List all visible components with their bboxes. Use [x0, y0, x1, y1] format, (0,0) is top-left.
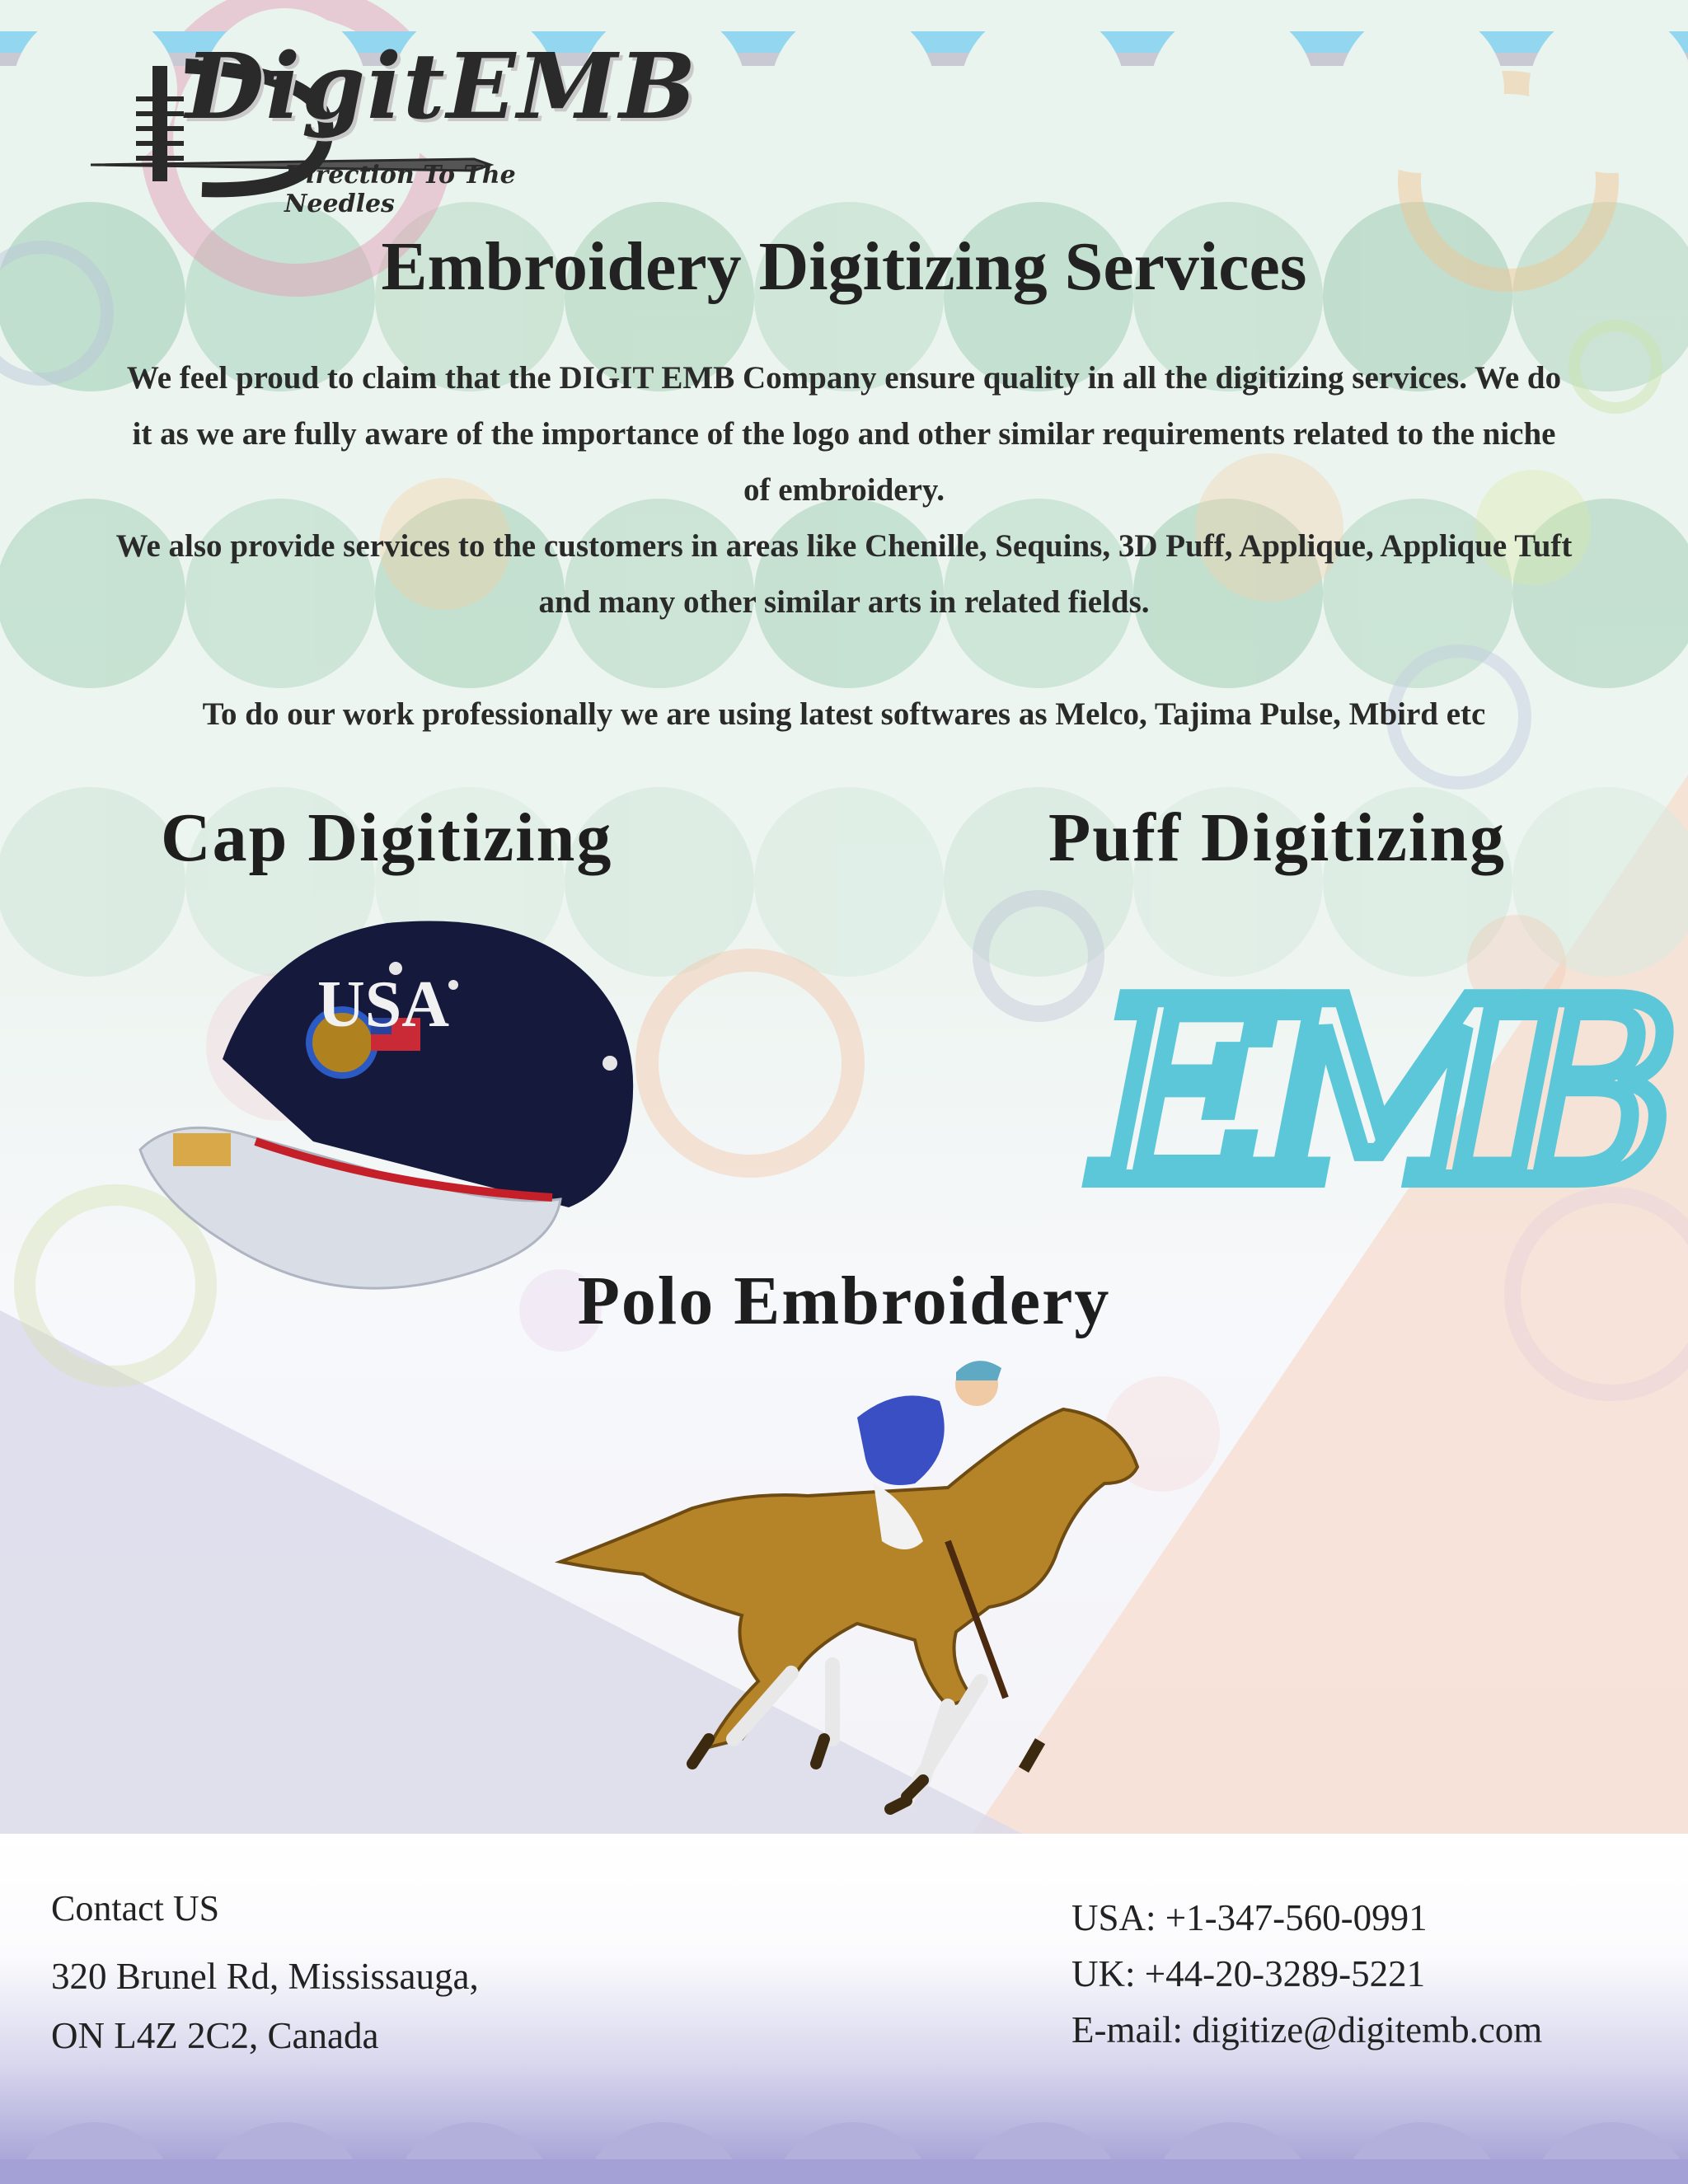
contact-details	[1071, 1890, 1542, 2058]
cap-digitizing-heading: Cap Digitizing	[161, 799, 613, 876]
intro-text	[115, 350, 1573, 743]
cap-image	[124, 894, 668, 1298]
puff-emb-text: EMB	[1096, 949, 1662, 1237]
cap-usa-text: USA	[317, 968, 450, 1041]
intro-paragraph-3: To do our work professionally we are using latest softwares as Melco, Tajima Pulse, Mbird etc	[202, 696, 1486, 732]
intro-paragraph-1: We feel proud to claim that the DIGIT EMB Company ensure quality in all the digitizing services. We do it as we are fully aware of the importance of the logo and other similar requirements related to the niche of embroidery.	[126, 360, 1562, 508]
email-address: E-mail: digitize@digitemb.com	[1071, 2009, 1543, 2050]
uk-phone: UK: +44-20-3289-5221	[1071, 1953, 1426, 1994]
brand-name: DigitEMB	[185, 33, 698, 139]
address-line-1: 320 Brunel Rd, Mississauga,	[51, 1956, 479, 1997]
intro-paragraph-2: We also provide services to the customers in areas like Chenille, Sequins, 3D Puff, Applique, Applique Tuft and many other similar arts in related fields.	[115, 528, 1573, 620]
contact-address	[51, 1879, 479, 2065]
polo-player-image	[560, 1352, 1154, 1813]
footer	[0, 1834, 1688, 2184]
puff-digitizing-heading: Puff Digitizing	[1048, 799, 1506, 876]
brand-tagline: Direction To The Needles	[284, 161, 516, 218]
brand-logo	[87, 25, 698, 218]
usa-phone: USA: +1-347-560-0991	[1071, 1897, 1428, 1938]
page-title: Embroidery Digitizing Services	[381, 228, 1307, 305]
contact-title: Contact US	[51, 1888, 220, 1929]
address-line-2: ON L4Z 2C2, Canada	[51, 2015, 379, 2056]
puff-emb-image	[1080, 907, 1662, 1269]
polo-embroidery-heading: Polo Embroidery	[577, 1263, 1111, 1339]
